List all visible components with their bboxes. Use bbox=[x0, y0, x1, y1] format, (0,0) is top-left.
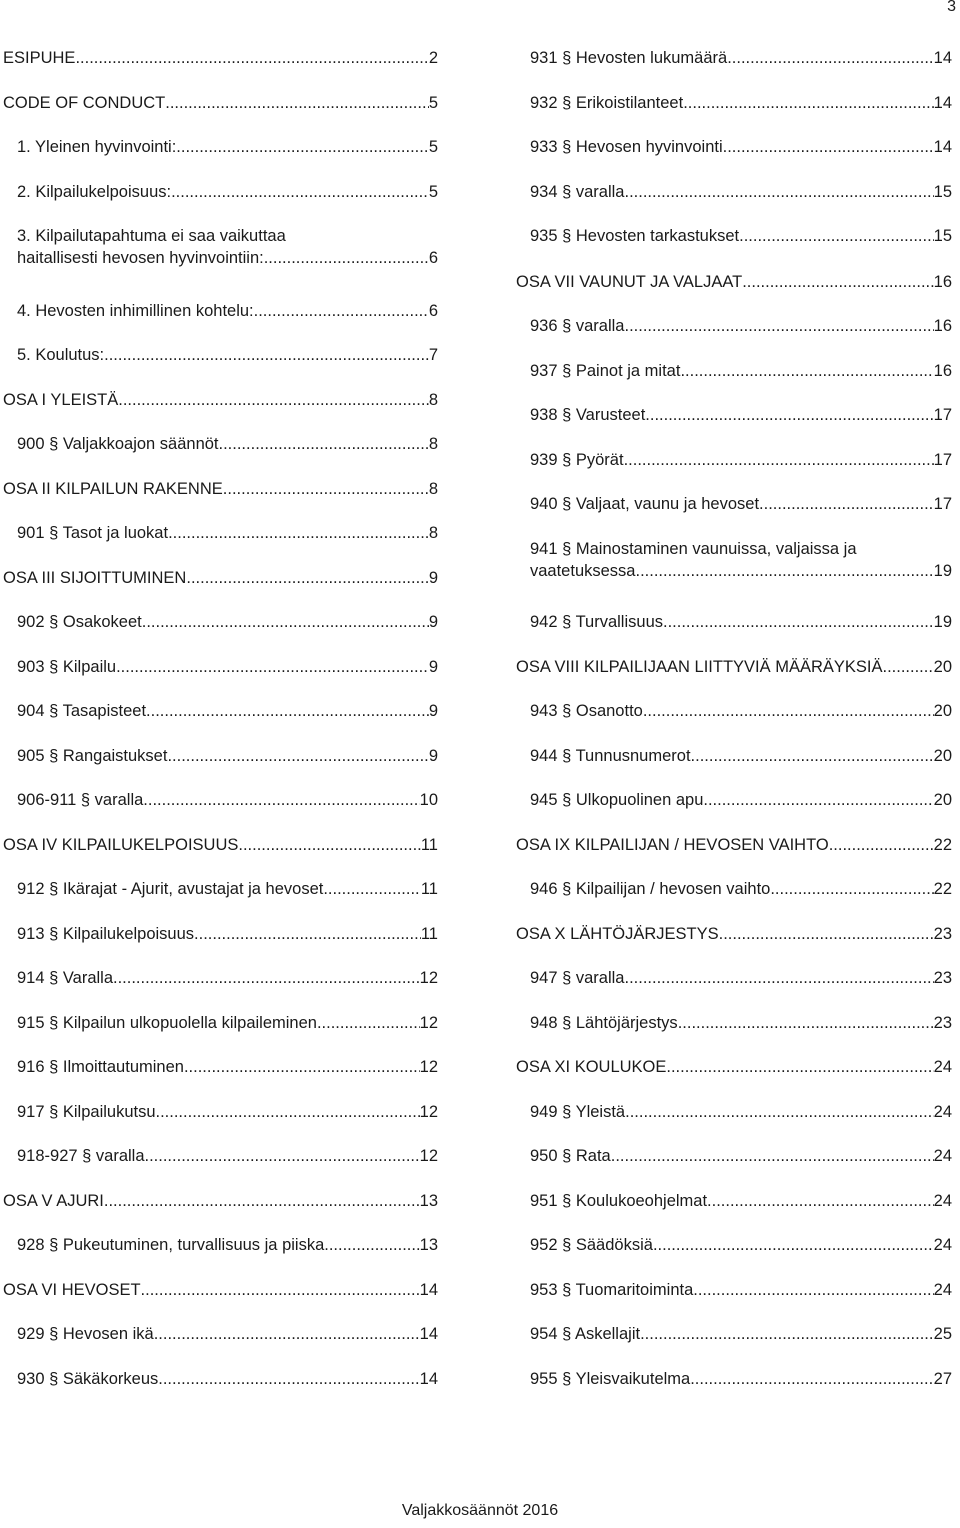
dot-leader bbox=[223, 478, 429, 500]
toc-entry-label: 933 § Hevosen hyvinvointi. bbox=[530, 138, 728, 156]
toc-entry-label: 917 § Kilpailukutsu bbox=[17, 1103, 156, 1121]
toc-entry[interactable] bbox=[516, 878, 952, 900]
toc-entry[interactable] bbox=[516, 225, 952, 247]
dot-leader bbox=[167, 745, 428, 767]
toc-entry-page: 14 bbox=[419, 1325, 438, 1343]
dot-leader bbox=[666, 1056, 933, 1078]
toc-entry[interactable] bbox=[3, 478, 438, 500]
dot-leader bbox=[143, 789, 419, 811]
toc-entry[interactable] bbox=[3, 878, 438, 900]
toc-entry-page: 20 bbox=[933, 791, 952, 809]
toc-entry[interactable] bbox=[3, 611, 438, 633]
dot-leader bbox=[145, 1145, 420, 1167]
toc-entry[interactable] bbox=[3, 1190, 438, 1212]
toc-entry-page: 11 bbox=[420, 880, 438, 898]
toc-entry-label: 4. Hevosten inhimillinen kohtelu: bbox=[17, 302, 254, 320]
dot-leader bbox=[238, 834, 420, 856]
toc-entry[interactable] bbox=[516, 1279, 952, 1301]
dot-leader bbox=[635, 560, 933, 582]
dot-leader bbox=[683, 92, 933, 114]
toc-entry[interactable] bbox=[516, 834, 952, 856]
dot-leader bbox=[323, 878, 421, 900]
toc-entry-page: 24 bbox=[933, 1236, 952, 1254]
toc-entry-label: 931 § Hevosten lukumäärä bbox=[530, 49, 728, 67]
toc-entry[interactable] bbox=[516, 700, 952, 722]
toc-entry[interactable] bbox=[516, 789, 952, 811]
toc-entry[interactable] bbox=[516, 967, 952, 989]
toc-entry-label: 903 § Kilpailu bbox=[17, 658, 117, 676]
toc-entry-page: 8 bbox=[428, 435, 438, 453]
toc-entry-label: OSA IX KILPAILIJAN / HEVOSEN VAIHTO bbox=[516, 836, 829, 854]
toc-entry[interactable] bbox=[516, 745, 952, 767]
toc-entry-label: 934 § varalla bbox=[530, 183, 625, 201]
toc-entry-page: 12 bbox=[419, 1147, 438, 1165]
toc-entry[interactable] bbox=[516, 656, 952, 678]
toc-entry-page: 14 bbox=[419, 1370, 438, 1388]
dot-leader bbox=[829, 834, 934, 856]
toc-entry-page: 7 bbox=[428, 346, 438, 364]
toc-entry-page: 24 bbox=[933, 1147, 952, 1165]
dot-leader bbox=[703, 789, 933, 811]
toc-entry[interactable] bbox=[3, 1279, 438, 1301]
toc-entry[interactable] bbox=[3, 181, 438, 203]
toc-entry-label: 951 § Koulukoeohjelmat bbox=[530, 1192, 708, 1210]
toc-entry-label: 918-927 § varalla bbox=[17, 1147, 145, 1165]
toc-entry-page: 14 bbox=[933, 94, 952, 112]
toc-entry-page: 11 bbox=[420, 925, 438, 943]
toc-entry[interactable] bbox=[3, 47, 438, 69]
toc-entry-label: OSA IV KILPAILUKELPOISUUS bbox=[3, 836, 239, 854]
toc-entry[interactable] bbox=[516, 1368, 952, 1390]
toc-entry-page: 24 bbox=[933, 1058, 952, 1076]
toc-entry-page: 11 bbox=[420, 836, 438, 854]
toc-entry[interactable] bbox=[516, 1145, 952, 1167]
toc-entry-label-continued: haitallisesti hevosen hyvinvointiin: bbox=[17, 249, 264, 267]
toc-entry-label: 942 § Turvallisuus bbox=[530, 613, 663, 631]
toc-entry-page: 24 bbox=[933, 1103, 952, 1121]
toc-entry-page: 22 bbox=[933, 880, 952, 898]
toc-entry[interactable] bbox=[3, 923, 438, 945]
toc-entry[interactable] bbox=[3, 225, 438, 269]
dot-leader bbox=[719, 923, 934, 945]
toc-entry[interactable] bbox=[3, 700, 438, 722]
dot-leader bbox=[691, 745, 934, 767]
toc-entry-page: 6 bbox=[428, 302, 438, 320]
dot-leader bbox=[317, 1012, 420, 1034]
toc-entry-label: 932 § Erikoistilanteet bbox=[530, 94, 684, 112]
toc-entry-label: OSA XI KOULUKOE bbox=[516, 1058, 667, 1076]
toc-entry-page: 9 bbox=[428, 747, 438, 765]
toc-entry-label: 945 § Ulkopuolinen apu bbox=[530, 791, 704, 809]
toc-entry[interactable] bbox=[516, 923, 952, 945]
toc-entry-label: 948 § Lähtöjärjestys bbox=[530, 1014, 678, 1032]
dot-leader bbox=[194, 923, 421, 945]
toc-entry[interactable] bbox=[516, 493, 952, 515]
dot-leader bbox=[739, 225, 934, 247]
dot-leader bbox=[158, 1368, 419, 1390]
toc-entry[interactable] bbox=[516, 1056, 952, 1078]
toc-entry[interactable] bbox=[3, 1056, 438, 1078]
toc-entry-label: OSA X LÄHTÖJÄRJESTYS bbox=[516, 925, 719, 943]
toc-entry[interactable] bbox=[3, 1145, 438, 1167]
toc-entry-label: 928 § Pukeutuminen, turvallisuus ja piiska bbox=[17, 1236, 325, 1254]
toc-entry-page: 2 bbox=[428, 49, 438, 67]
dot-leader bbox=[759, 493, 934, 515]
toc-entry-page: 24 bbox=[933, 1192, 952, 1210]
toc-entry-label: OSA VII VAUNUT JA VALJAAT bbox=[516, 273, 743, 291]
toc-entry-label: OSA VIII KILPAILIJAAN LIITTYVIÄ MÄÄRÄYKSIÄ bbox=[516, 658, 883, 676]
toc-entry[interactable] bbox=[516, 1190, 952, 1212]
toc-entry-page: 14 bbox=[933, 49, 952, 67]
toc-entry[interactable] bbox=[3, 433, 438, 455]
toc-entry[interactable] bbox=[3, 1101, 438, 1123]
toc-entry-label: 912 § Ikärajat - Ajurit, avustajat ja hevoset bbox=[17, 880, 324, 898]
toc-entry-page: 12 bbox=[419, 969, 438, 987]
dot-leader bbox=[742, 271, 933, 293]
dot-leader bbox=[625, 1101, 934, 1123]
dot-leader bbox=[678, 1012, 934, 1034]
toc-entry[interactable] bbox=[3, 389, 438, 411]
toc-entry-page: 24 bbox=[933, 1281, 952, 1299]
toc-entry[interactable] bbox=[3, 300, 438, 322]
toc-entry-page: 9 bbox=[428, 569, 438, 587]
toc-entry-page: 15 bbox=[933, 227, 952, 245]
toc-entry-page: 20 bbox=[933, 702, 952, 720]
toc-entry-label: 905 § Rangaistukset bbox=[17, 747, 168, 765]
dot-leader bbox=[168, 522, 429, 544]
toc-entry-page: 14 bbox=[419, 1281, 438, 1299]
toc-entry-page: 27 bbox=[933, 1370, 952, 1388]
toc-entry-label: 929 § Hevosen ikä bbox=[17, 1325, 154, 1343]
toc-entry-label: 900 § Valjakkoajon säännöt bbox=[17, 435, 219, 453]
dot-leader bbox=[171, 181, 429, 203]
toc-entry-page: 5 bbox=[428, 94, 438, 112]
toc-entry[interactable] bbox=[3, 1012, 438, 1034]
toc-entry[interactable] bbox=[516, 1012, 952, 1034]
toc-entry-page: 20 bbox=[933, 747, 952, 765]
toc-entry-page: 16 bbox=[933, 317, 952, 335]
toc-entry-label: 3. Kilpailutapahtuma ei saa vaikuttaa bbox=[17, 227, 286, 245]
dot-leader bbox=[75, 47, 428, 69]
toc-entry-page: 8 bbox=[428, 480, 438, 498]
toc-entry-label: 947 § varalla bbox=[530, 969, 625, 987]
toc-entry-page: 8 bbox=[428, 391, 438, 409]
page-number: 3 bbox=[947, 0, 956, 15]
toc-entry[interactable] bbox=[3, 967, 438, 989]
toc-entry-page: 8 bbox=[428, 524, 438, 542]
toc-entry-label: 906-911 § varalla bbox=[17, 791, 144, 809]
toc-entry-page: 16 bbox=[933, 273, 952, 291]
dot-leader bbox=[176, 136, 429, 158]
dot-leader bbox=[624, 967, 933, 989]
dot-leader bbox=[624, 315, 933, 337]
dot-leader bbox=[146, 700, 429, 722]
dot-leader bbox=[264, 247, 429, 269]
dot-leader bbox=[154, 1323, 420, 1345]
toc-entry-page: 12 bbox=[419, 1058, 438, 1076]
dot-leader bbox=[113, 967, 420, 989]
toc-entry-label: 938 § Varusteet bbox=[530, 406, 646, 424]
toc-entry[interactable] bbox=[516, 360, 952, 382]
toc-entry-page: 17 bbox=[933, 406, 952, 424]
toc-entry-label: 943 § Osanotto bbox=[530, 702, 643, 720]
dot-leader bbox=[693, 1279, 933, 1301]
toc-entry-page: 17 bbox=[933, 451, 952, 469]
dot-leader bbox=[770, 878, 933, 900]
toc-entry[interactable] bbox=[3, 567, 438, 589]
toc-entry[interactable] bbox=[516, 611, 952, 633]
toc-entry[interactable] bbox=[3, 834, 438, 856]
toc-entry-label: OSA V AJURI bbox=[3, 1192, 104, 1210]
toc-entry-label: 949 § Yleistä bbox=[530, 1103, 626, 1121]
dot-leader bbox=[104, 344, 429, 366]
toc-entry[interactable] bbox=[516, 181, 952, 203]
toc-entry[interactable] bbox=[3, 1368, 438, 1390]
dot-leader bbox=[663, 611, 934, 633]
toc-entry-label: 915 § Kilpailun ulkopuolella kilpaileminen bbox=[17, 1014, 317, 1032]
toc-entry[interactable] bbox=[3, 1323, 438, 1345]
dot-leader bbox=[643, 700, 934, 722]
toc-entry-page: 22 bbox=[933, 836, 952, 854]
toc-entry[interactable] bbox=[516, 404, 952, 426]
toc-entry[interactable] bbox=[3, 1234, 438, 1256]
toc-entry-label: 937 § Painot ja mitat bbox=[530, 362, 681, 380]
toc-entry-label: 2. Kilpailukelpoisuus: bbox=[17, 183, 172, 201]
toc-entry-page: 9 bbox=[428, 658, 438, 676]
toc-entry-label: 901 § Tasot ja luokat bbox=[17, 524, 169, 542]
toc-entry-label: 950 § Rata bbox=[530, 1147, 611, 1165]
toc-entry-label: 930 § Säkäkorkeus bbox=[17, 1370, 159, 1388]
dot-leader bbox=[883, 656, 934, 678]
toc-entry[interactable] bbox=[3, 344, 438, 366]
toc-entry[interactable] bbox=[516, 1323, 952, 1345]
toc-entry-label: 936 § varalla bbox=[530, 317, 625, 335]
toc-entry[interactable] bbox=[516, 538, 952, 582]
toc-entry-label: 913 § Kilpailukelpoisuus bbox=[17, 925, 195, 943]
toc-entry-page: 14 bbox=[933, 138, 952, 156]
dot-leader bbox=[141, 1279, 420, 1301]
toc-entry[interactable] bbox=[3, 522, 438, 544]
dot-leader bbox=[707, 1190, 934, 1212]
dot-leader bbox=[624, 181, 933, 203]
toc-entry-label: OSA III SIJOITTUMINEN bbox=[3, 569, 187, 587]
dot-leader bbox=[186, 567, 428, 589]
toc-entry-label: 953 § Tuomaritoiminta bbox=[530, 1281, 694, 1299]
toc-entry-label-continued: vaatetuksessa bbox=[530, 562, 636, 580]
toc-entry-label: 954 § Askellajit bbox=[530, 1325, 641, 1343]
toc-entry[interactable] bbox=[3, 789, 438, 811]
dot-leader bbox=[219, 433, 429, 455]
toc-entry[interactable] bbox=[516, 47, 952, 69]
toc-entry[interactable] bbox=[516, 136, 952, 158]
dot-leader bbox=[116, 656, 429, 678]
toc-entry-page: 10 bbox=[419, 791, 438, 809]
dot-leader bbox=[156, 1101, 420, 1123]
dot-leader bbox=[653, 1234, 934, 1256]
dot-leader bbox=[640, 1323, 934, 1345]
toc-entry-label: 952 § Säädöksiä bbox=[530, 1236, 653, 1254]
toc-entry-label: 946 § Kilpailijan / hevosen vaihto bbox=[530, 880, 771, 898]
dot-leader bbox=[165, 92, 429, 114]
toc-entry-label: 944 § Tunnusnumerot bbox=[530, 747, 691, 765]
toc-entry-label: 916 § Ilmoittautuminen bbox=[17, 1058, 184, 1076]
toc-entry-page: 25 bbox=[933, 1325, 952, 1343]
toc-entry-label: 940 § Valjaat, vaunu ja hevoset bbox=[530, 495, 760, 513]
toc-entry-page: 19 bbox=[933, 613, 952, 631]
toc-entry-page: 23 bbox=[933, 1014, 952, 1032]
dot-leader bbox=[142, 611, 429, 633]
toc-entry[interactable] bbox=[516, 271, 952, 293]
toc-entry-page: 13 bbox=[419, 1192, 438, 1210]
toc-entry-label: 941 § Mainostaminen vaunuissa, valjaissa ja bbox=[530, 540, 857, 558]
toc-entry[interactable] bbox=[3, 745, 438, 767]
dot-leader bbox=[104, 1190, 420, 1212]
toc-entry[interactable] bbox=[516, 449, 952, 471]
toc-entry-label: OSA II KILPAILUN RAKENNE bbox=[3, 480, 223, 498]
dot-leader bbox=[680, 360, 933, 382]
toc-entry-page: 16 bbox=[933, 362, 952, 380]
dot-leader bbox=[727, 47, 933, 69]
toc-entry-page: 20 bbox=[933, 658, 952, 676]
dot-leader bbox=[254, 300, 429, 322]
dot-leader bbox=[727, 136, 933, 158]
toc-entry-page: 13 bbox=[419, 1236, 438, 1254]
toc-entry-page: 12 bbox=[419, 1103, 438, 1121]
toc-entry-label: 955 § Yleisvaikutelma bbox=[530, 1370, 691, 1388]
toc-entry-page: 5 bbox=[428, 183, 438, 201]
dot-leader bbox=[645, 404, 933, 426]
toc-entry-page: 23 bbox=[933, 969, 952, 987]
page-footer: Valjakkosäännöt 2016 bbox=[401, 1502, 559, 1519]
toc-entry[interactable] bbox=[3, 92, 438, 114]
toc-entry[interactable] bbox=[516, 315, 952, 337]
toc-entry-page: 12 bbox=[419, 1014, 438, 1032]
toc-entry-label: OSA I YLEISTÄ bbox=[3, 391, 119, 409]
toc-entry-page: 9 bbox=[428, 702, 438, 720]
toc-entry-label: 902 § Osakokeet bbox=[17, 613, 142, 631]
toc-entry-label: 904 § Tasapisteet bbox=[17, 702, 147, 720]
toc-entry-page: 17 bbox=[933, 495, 952, 513]
toc-entry[interactable] bbox=[516, 1101, 952, 1123]
toc-entry-label: 914 § Varalla bbox=[17, 969, 114, 987]
toc-entry[interactable] bbox=[516, 1234, 952, 1256]
toc-entry-label: 1. Yleinen hyvinvointi: bbox=[17, 138, 177, 156]
toc-entry-page: 23 bbox=[933, 925, 952, 943]
dot-leader bbox=[690, 1368, 933, 1390]
toc-entry-label: ESIPUHE bbox=[3, 49, 76, 67]
toc-entry-page: 19 bbox=[933, 562, 952, 580]
dot-leader bbox=[624, 449, 934, 471]
dot-leader bbox=[611, 1145, 934, 1167]
toc-entry[interactable] bbox=[516, 92, 952, 114]
toc-entry-label: OSA VI HEVOSET bbox=[3, 1281, 141, 1299]
toc-entry-label: 935 § Hevosten tarkastukset bbox=[530, 227, 740, 245]
toc-entry-page: 15 bbox=[933, 183, 952, 201]
toc-entry-label: 5. Koulutus: bbox=[17, 346, 105, 364]
toc-entry[interactable] bbox=[3, 136, 438, 158]
toc-entry-page: 5 bbox=[428, 138, 438, 156]
toc-entry-label: 939 § Pyörät bbox=[530, 451, 624, 469]
toc-entry-page: 6 bbox=[428, 249, 438, 267]
dot-leader bbox=[118, 389, 429, 411]
toc-entry-page: 9 bbox=[428, 613, 438, 631]
dot-leader bbox=[324, 1234, 419, 1256]
toc-entry[interactable] bbox=[3, 656, 438, 678]
toc-entry-label: CODE OF CONDUCT bbox=[3, 94, 166, 112]
dot-leader bbox=[184, 1056, 420, 1078]
